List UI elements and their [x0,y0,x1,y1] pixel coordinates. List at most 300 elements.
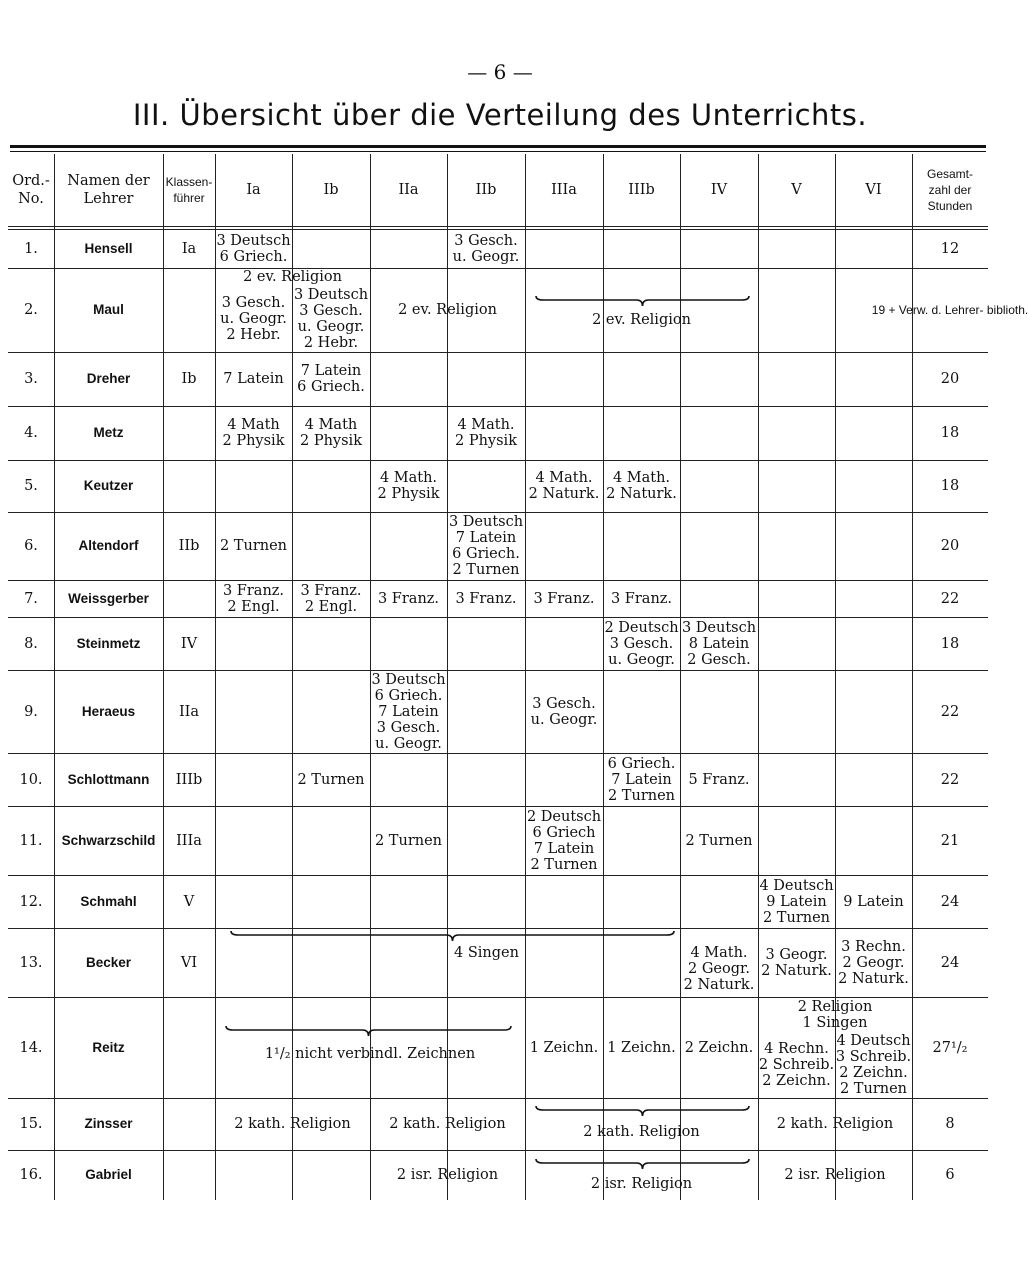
cell-line: 2 Turnen [762,909,831,926]
cell-line: 4 Math. [612,470,671,486]
klassenfuehrer [163,1098,215,1150]
klassenfuehrer [163,268,215,352]
teacher-name-line: Altendorf [78,538,139,553]
cell-line: 3 Gesch. [532,695,596,712]
klassenfuehrer [163,1150,215,1200]
cell-line: 2 Deutsch [526,808,602,825]
cell [215,230,292,268]
row-number [8,406,54,460]
header-name [54,154,163,226]
total-hours-line: 24 [940,954,960,971]
klassenfuehrer-line: VI [180,954,198,971]
cell [603,580,680,617]
cell-line: 2 Physik [377,486,440,502]
total-hours-line: 20 [940,538,960,554]
cell [447,512,525,580]
cell-line: 2 kath. Religion [389,1116,506,1132]
klassenfuehrer [163,670,215,753]
total-hours [912,806,988,875]
total-hours [912,1150,988,1200]
cell [525,580,603,617]
cell-line: 4 Deutsch [759,877,834,894]
cell-line: 2 Schreib. [758,1057,835,1073]
total-hours [912,580,988,617]
teacher-name-line: Metz [93,425,124,440]
header-ord [8,154,54,226]
teacher-name-line: Steinmetz [76,635,141,651]
cell [680,617,758,670]
teacher-name-line: Schmahl [80,893,137,909]
row-number [8,875,54,928]
row-number-line: 11. [19,832,43,849]
page-number: — 6 — [467,60,533,84]
klassenfuehrer [163,460,215,512]
page-title: III. Übersicht über die Verteilung des Unterrichts. [132,98,868,132]
total-hours [912,352,988,406]
cell-line: 2 Engl. [304,598,358,615]
header-total-line: zahl der [928,183,972,197]
row-number [8,580,54,617]
cell [370,1150,525,1200]
cell-line: 4 Math [227,417,280,433]
row-number-line: 10. [19,771,43,788]
total-hours-line: 20 [940,371,960,387]
header-class-iiia-line: IIIa [551,182,577,198]
total-hours [912,928,988,997]
total-hours-line: 18 [940,635,960,652]
cell-line: 2 isr. Religion [784,1167,886,1183]
cell [835,928,912,997]
cell-line: 3 Geogr. [765,946,828,963]
cell-line: 2 kath. Religion [776,1116,894,1132]
row-number-line: 2. [24,302,38,318]
teacher-name-line: Zinsser [84,1116,133,1131]
cell-line: 2 Turnen [297,771,365,788]
total-hours-line: 22 [940,771,960,788]
cell [215,1098,370,1150]
klassenfuehrer [163,617,215,670]
klassenfuehrer [163,928,215,997]
cell-line: 5 Franz. [688,771,750,788]
cell [370,460,447,512]
cell-line: 7 Latein [611,771,672,788]
total-hours [912,753,988,806]
cell-line: 3 Schreib. [835,1049,912,1065]
row-number-line: 3. [24,371,38,387]
cell-line: 4 Math. [457,417,515,433]
teacher-name [54,1150,163,1200]
cell [758,1032,835,1098]
row-number [8,1098,54,1150]
cell [758,928,835,997]
cell-line: u. Geogr. [530,711,598,728]
cell-line: 6 Griech. [607,755,676,772]
cell-line: 2 Turnen [839,1081,908,1097]
cell-line: 2 Physik [300,433,362,449]
total-hours [871,268,1028,352]
total-hours-line: 22 [940,590,960,607]
cell-line: 2 Turnen [219,538,288,554]
cell [370,1098,525,1150]
cell [447,580,525,617]
cell [215,580,292,617]
cell-line: 2 Turnen [374,832,443,849]
total-hours [912,670,988,753]
row-number-line: 5. [24,478,38,494]
cell-line: u. Geogr. [608,651,675,668]
cell [370,806,447,875]
cell [215,1040,525,1068]
klassenfuehrer [163,512,215,580]
teacher-name-line: Dreher [86,371,131,386]
header-klassenfuehrer-line: Klassen- [165,175,213,189]
klassenfuehrer-line: Ia [181,241,197,257]
cell-line: 9 Latein [766,893,827,910]
cell [215,268,370,285]
cell-line: 2 ev. Religion [398,302,497,318]
cell-line: 2 Zeichn. [762,1073,831,1089]
cell [603,753,680,806]
total-hours [912,460,988,512]
cell-line: 1¹/₂ nicht verbindl. Zeichnen [264,1046,476,1062]
curly-brace [225,1025,512,1037]
total-hours-line: 18 [940,478,960,494]
row-number [8,352,54,406]
klassenfuehrer-line: IIb [178,538,200,554]
cell-line: 2 Naturk. [838,970,909,987]
row-number-line: 12. [19,893,43,910]
cell [292,352,370,406]
cell-line: 3 Franz. [300,582,362,599]
klassenfuehrer [163,352,215,406]
teacher-name [54,1098,163,1150]
teacher-name [54,268,163,352]
total-hours [912,406,988,460]
cell-line: 2 Gesch. [687,651,751,668]
row-number [8,512,54,580]
cell [758,1150,912,1200]
total-hours-line: 8 [945,1116,955,1132]
cell-line: 2 kath. Religion [583,1123,700,1140]
cell [447,406,525,460]
header-name-line: Namen der [67,173,150,189]
row-number [8,928,54,997]
teacher-name-line: Reitz [92,1039,125,1055]
cell [525,997,603,1098]
cell [292,285,370,352]
cell [758,1098,912,1150]
header-klassenfuehrer-line: führer [173,191,205,205]
cell [292,580,370,617]
klassenfuehrer [163,406,215,460]
klassenfuehrer-line: IIIb [175,771,203,788]
cell [603,617,680,670]
row-number-line: 8. [24,635,38,652]
cell [835,1032,912,1098]
row-number-line: 14. [19,1039,43,1056]
teacher-name [54,806,163,875]
header-ord-line: No. [18,191,44,207]
klassenfuehrer-line: IV [180,635,198,652]
klassenfuehrer [163,875,215,928]
header-rule [8,226,988,227]
total-hours-line: 24 [940,893,960,910]
total-hours [912,512,988,580]
teacher-name [54,580,163,617]
teacher-name [54,753,163,806]
cell-line: 7 Latein [455,530,517,546]
row-number [8,997,54,1098]
cell [370,268,525,352]
cell-line: 3 Gesch. [376,719,441,736]
row-number-line: 6. [24,538,38,554]
cell [525,1118,758,1145]
header-class-vi [835,154,912,226]
cell-line: 2 Naturk. [528,486,600,502]
cell [215,512,292,580]
row-number [8,268,54,352]
klassenfuehrer-line: Ib [181,371,197,387]
cell [758,997,912,1032]
row-number [8,806,54,875]
row-number-line: 7. [24,590,38,607]
cell [370,670,447,753]
cell-line: 2 Deutsch [604,619,679,636]
total-hours [912,997,988,1098]
header-class-iiia [525,154,603,226]
header-class-ib-line: Ib [323,182,339,198]
teacher-name-line: Schlottmann [67,771,150,787]
total-hours [912,230,988,268]
total-hours [912,1098,988,1150]
cell-line: 2 Zeichn. [684,1039,754,1056]
curly-brace [535,1158,750,1170]
teacher-name [54,406,163,460]
header-class-iia [370,154,447,226]
cell [525,305,758,335]
cell-line: 3 Franz. [610,590,673,607]
header-class-ia [215,154,292,226]
cell-line: 4 Math. [690,944,748,961]
cell-line: 2 Turnen [685,832,753,849]
header-total [912,154,988,226]
cell-line: 2 Naturk. [683,976,755,993]
row-number-line: 4. [24,425,38,441]
row-number [8,670,54,753]
cell-line: 3 Deutsch [371,671,446,688]
header-name-line: Lehrer [83,191,134,207]
cell-line: u. Geogr. [297,318,365,335]
cell-line: 2 Hebr. [226,326,281,343]
cell [680,997,758,1098]
cell [525,670,603,753]
header-class-v-line: V [791,182,802,198]
cell [447,230,525,268]
row-number [8,753,54,806]
cell-line: 3 Franz. [455,590,517,607]
cell-line: 7 Latein [300,363,362,379]
cell [680,806,758,875]
teacher-name-line: Keutzer [83,478,134,493]
cell-line: 9 Latein [843,893,904,910]
cell-line: 4 Rechn. [764,1041,829,1057]
header-total-line: Gesamt- [926,167,973,181]
cell [215,285,292,352]
total-hours-line: 6 [945,1167,955,1183]
cell-line: 6 Griech. [219,249,288,265]
cell-line: 2 Geogr. [688,960,750,977]
cell [292,753,370,806]
cell [215,406,292,460]
cell-line: 2 isr. Religion [590,1176,693,1192]
cell-line: u. Geogr. [220,310,287,327]
cell [215,940,758,965]
teacher-name-line: Heraeus [81,703,136,719]
teacher-name [54,352,163,406]
teacher-name-line: Becker [85,954,132,970]
cell [370,580,447,617]
header-class-iia-line: IIa [398,182,419,198]
cell-line: 3 Rechn. [841,938,906,955]
row-number [8,460,54,512]
header-class-iib-line: IIb [475,182,497,198]
cell-line: 2 ev. Religion [243,268,342,285]
cell-line: u. Geogr. [452,249,520,265]
cell-line: 3 Gesch. [454,233,518,249]
cell-line: 3 Deutsch [448,514,524,530]
cell-line: 3 Deutsch [681,619,757,636]
cell-line: 4 Deutsch [836,1033,911,1049]
teacher-name [54,670,163,753]
cell [525,806,603,875]
header-class-iiib [603,154,680,226]
total-hours-line: 21 [940,832,960,849]
header-ord-line: Ord.- [12,173,50,189]
klassenfuehrer [163,753,215,806]
cell-line: 2 Geogr. [842,954,905,971]
header-class-iib [447,154,525,226]
cell-line: u. Geogr. [375,735,442,752]
header-class-ib [292,154,370,226]
teacher-name [54,997,163,1098]
cell-line: 2 Turnen [452,562,520,578]
cell-line: 6 Griech. [297,379,365,395]
row-number-line: 1. [24,241,38,257]
header-total-line: Stunden [927,199,973,213]
total-hours-line: 18 [940,425,960,441]
cell-line: 1 Singen [802,1014,868,1031]
header-klassenfuehrer [163,154,215,226]
cell-line: 1 Zeichn. [607,1039,676,1056]
header-class-iiib-line: IIIb [628,182,655,198]
klassenfuehrer-line: IIa [178,703,200,720]
cell-line: 3 Franz. [222,582,285,599]
header-class-v [758,154,835,226]
row-number-line: 16. [19,1167,43,1183]
teacher-name [54,512,163,580]
total-hours [912,617,988,670]
row-number [8,230,54,268]
klassenfuehrer [163,580,215,617]
cell-line: 3 Deutsch [216,233,291,249]
teacher-name-line: Weissgerber [68,590,149,606]
cell-line: 4 Math. [379,470,438,486]
cell-line: 7 Latein [533,840,595,857]
total-hours [912,875,988,928]
cell-line: 4 Math [304,417,358,433]
cell [758,875,835,928]
cell-line: 8 Latein [688,635,750,652]
teacher-name [54,230,163,268]
cell [525,1170,758,1198]
total-hours-line: 22 [940,703,960,720]
cell-line: 1 Zeichn. [529,1039,599,1056]
cell [603,460,680,512]
total-hours-line: 12 [940,241,960,257]
klassenfuehrer [163,806,215,875]
header-class-ia-line: Ia [246,182,261,198]
cell-line: 2 Engl. [227,598,280,615]
header-class-iv [680,154,758,226]
cell [680,940,758,997]
row-number-line: 9. [24,703,38,720]
cell-line: 2 ev. Religion [592,312,691,328]
header-class-vi-line: VI [865,182,882,198]
cell-line: 6 Griech [532,824,596,841]
row-number [8,1150,54,1200]
klassenfuehrer [163,230,215,268]
curly-brace [535,1105,750,1117]
cell [603,997,680,1098]
cell-line: 3 Gesch. [299,302,363,319]
teacher-name [54,875,163,928]
cell-line: 3 Franz. [533,590,595,607]
total-hours-line: 19 + Verw. d. Lehrer- biblioth. [871,303,1028,317]
teacher-name-line: Gabriel [85,1167,132,1182]
teacher-name [54,928,163,997]
cell-line: 6 Griech. [374,687,443,704]
cell-line: 6 Griech. [452,546,520,562]
cell-line: 2 Turnen [530,856,598,873]
cell [292,406,370,460]
cell-line: 4 Singen [454,944,519,961]
teacher-name-line: Hensell [84,241,133,256]
cell-line: 2 Naturk. [606,486,677,502]
cell-line: 2 Religion [797,998,873,1015]
klassenfuehrer [163,997,215,1098]
cell-line: 3 Gesch. [221,294,286,311]
cell [680,753,758,806]
cell-line: 2 Physik [455,433,517,449]
row-number-line: 13. [19,954,43,971]
cell [835,875,912,928]
cell-line: 2 kath. Religion [234,1116,351,1132]
cell-line: 2 Hebr. [303,334,359,351]
cell [215,352,292,406]
cell-line: 7 Latein [378,703,439,720]
teacher-name-line: Maul [93,302,124,317]
cell-line: 3 Franz. [377,590,440,607]
cell-line: 3 Gesch. [609,635,674,652]
cell-line: 3 Deutsch [293,286,369,303]
total-hours-line: 27¹/₂ [932,1039,968,1056]
cell [525,460,603,512]
cell-line: 7 Latein [223,371,284,387]
teacher-name [54,617,163,670]
row-number-line: 15. [19,1116,43,1132]
row-number [8,617,54,670]
cell-line: 2 Physik [222,433,285,449]
